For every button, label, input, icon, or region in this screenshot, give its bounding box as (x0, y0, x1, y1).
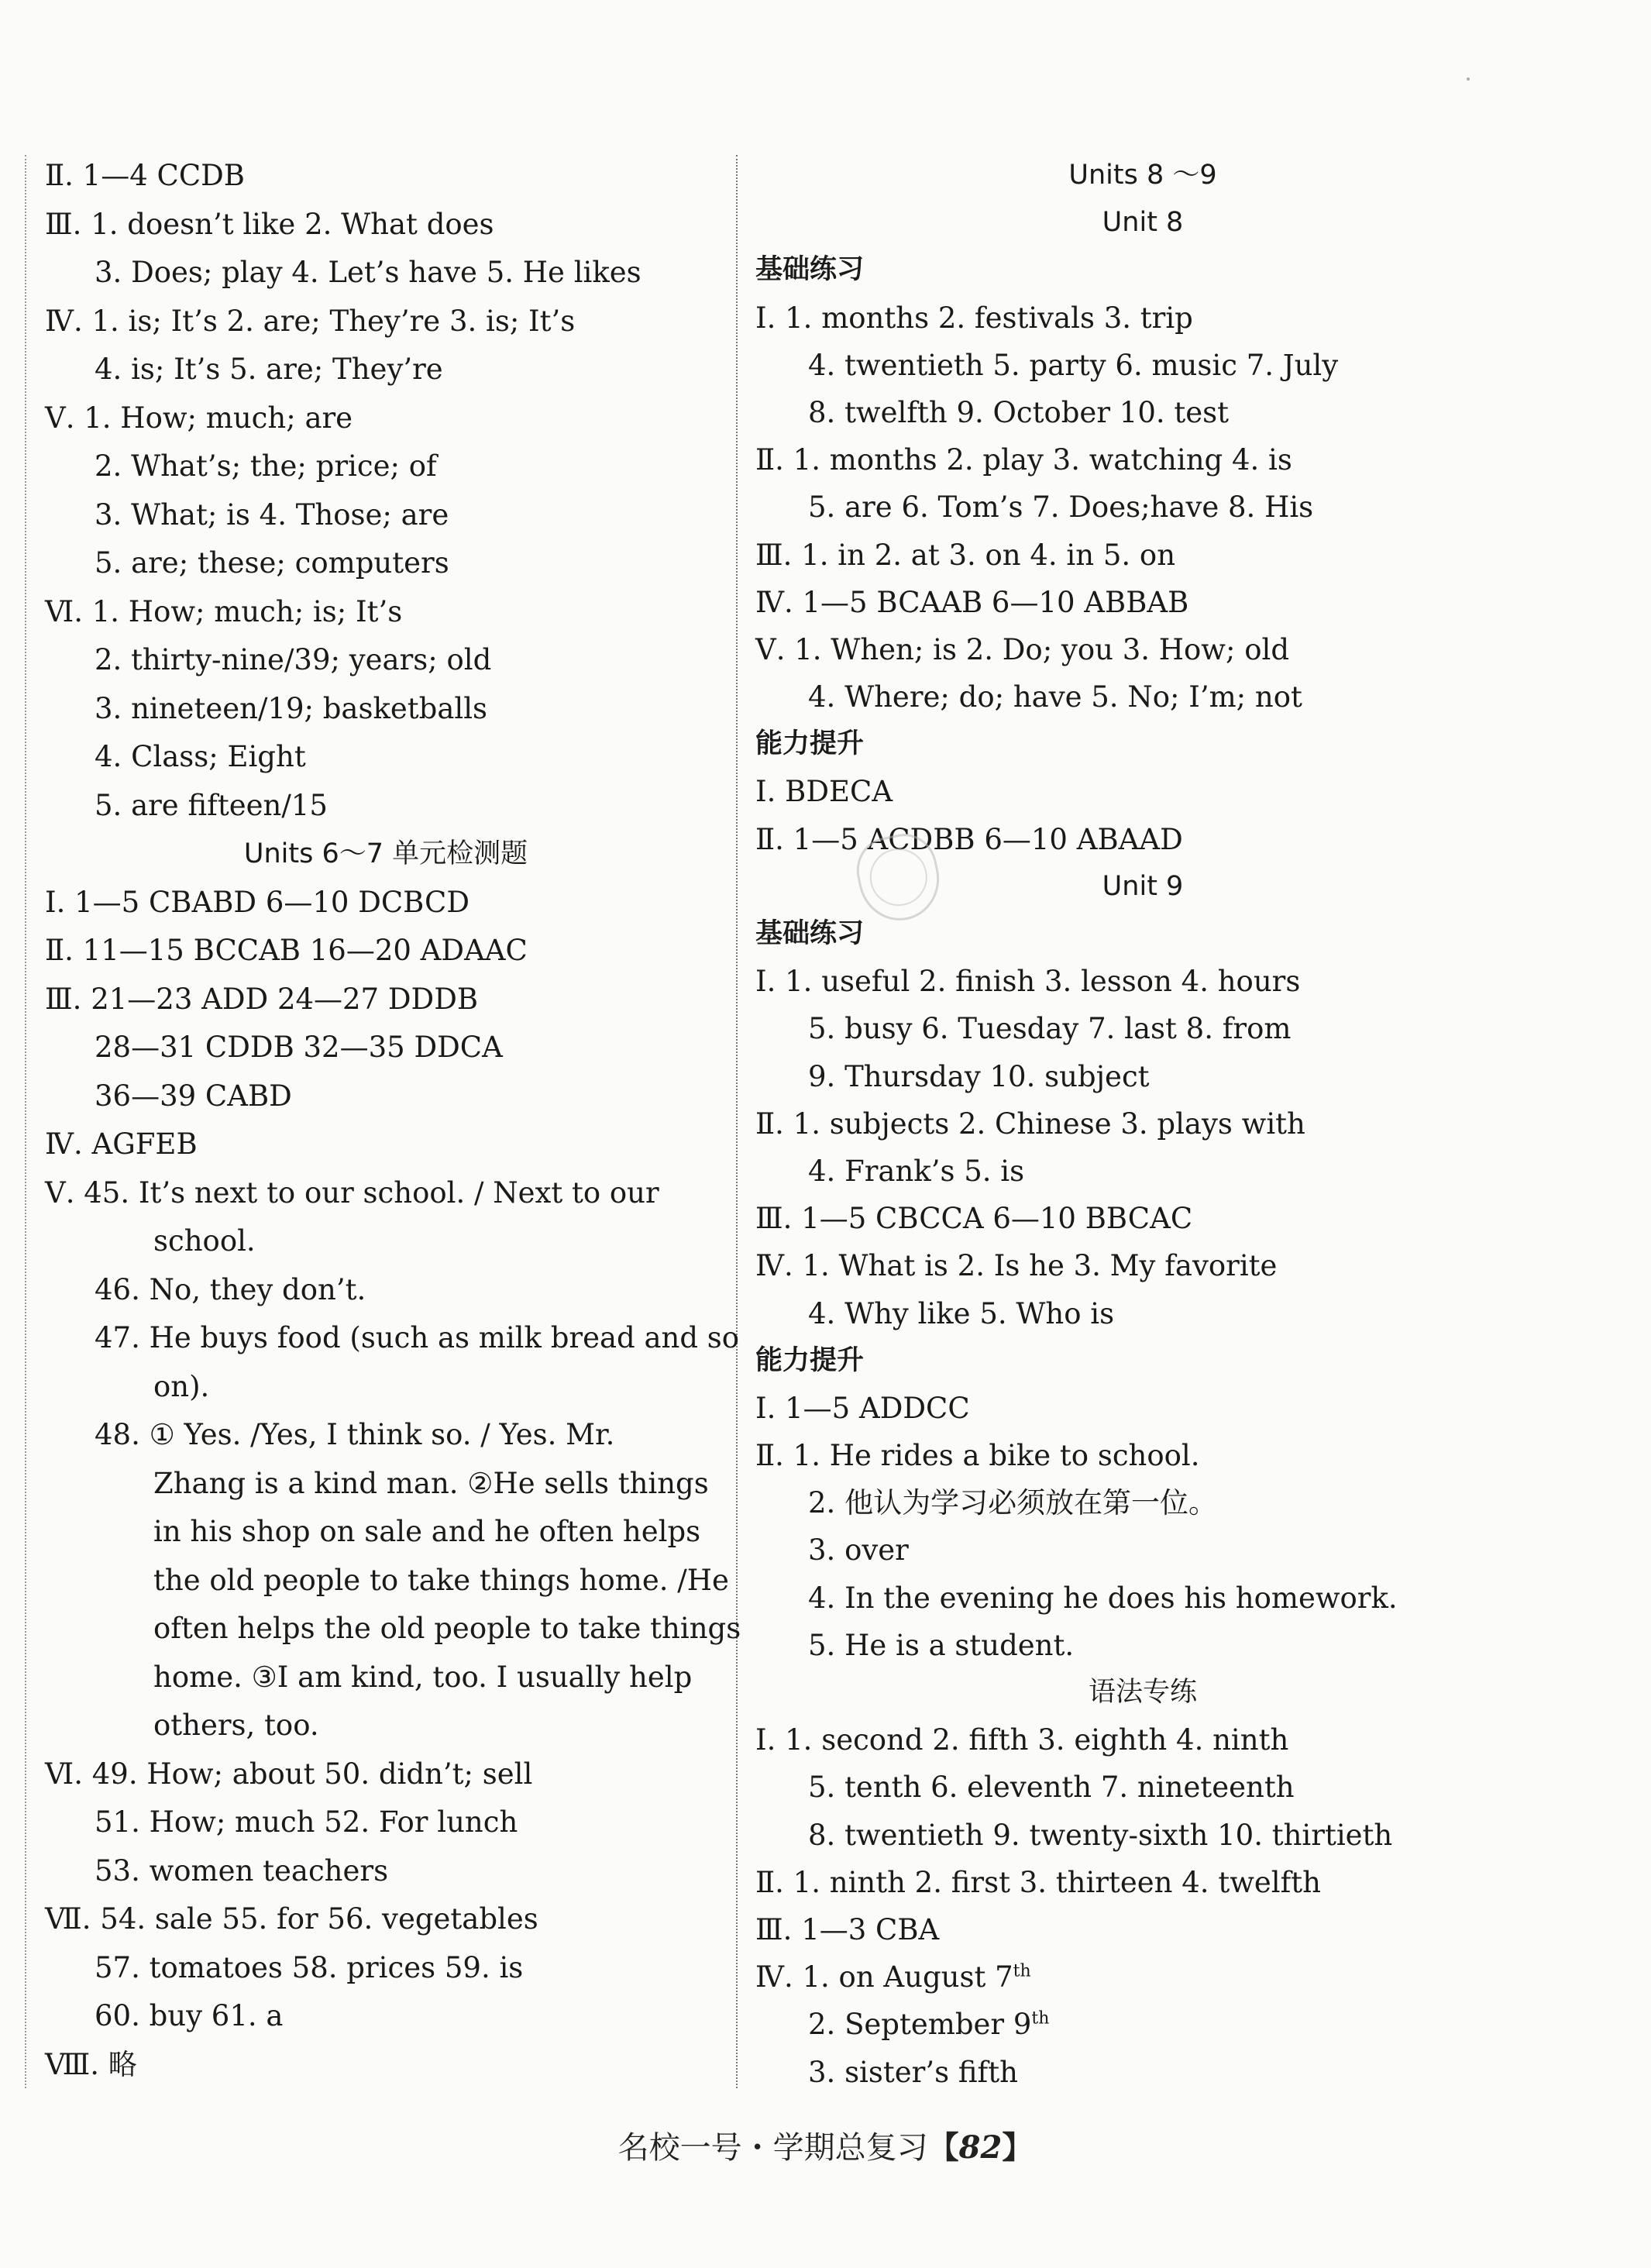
page-number: 82 (958, 2129, 1003, 2166)
line-text: 2. September 9 (808, 2008, 1032, 2042)
line-text: Ⅴ. 1. When; is 2. Do; you 3. How; old (755, 632, 1289, 666)
line-text: Ⅷ. 略 (45, 2047, 137, 2081)
left-answer-line (45, 1460, 727, 1509)
footer-bracket-close: 】 (1002, 2129, 1034, 2166)
line-text: 2. 他认为学习必须放在第一位。 (808, 1486, 1218, 1520)
left-answer-line (45, 298, 727, 346)
line-text: 5. tenth 6. eleventh 7. nineteenth (808, 1771, 1295, 1805)
left-answer-line (45, 539, 727, 588)
left-answer-line (45, 1895, 727, 1944)
right-answer-line (755, 436, 1530, 484)
line-text: Ⅱ. 1—4 CCDB (45, 159, 245, 192)
line-text: Ⅱ. 1. subjects 2. Chinese 3. plays with (755, 1106, 1305, 1141)
line-text: 5. busy 6. Tuesday 7. last 8. from (808, 1012, 1292, 1046)
right-answer-line (755, 1053, 1530, 1100)
left-answer-line (45, 976, 727, 1024)
left-answer-line (45, 1847, 727, 1896)
left-answer-line (45, 1363, 727, 1412)
right-answer-line (755, 1242, 1530, 1289)
right-section-title (755, 246, 1530, 294)
line-text: Ⅲ. 1—5 CBCCA 6—10 BBCAC (755, 1202, 1193, 1236)
left-answer-line (45, 733, 727, 782)
line-text: Ⅲ. 21—23 ADD 24—27 DDDB (45, 982, 479, 1016)
line-text: 4. twentieth 5. party 6. music 7. July (808, 348, 1339, 382)
right-answer-line (755, 673, 1530, 721)
right-answer-line (755, 1005, 1530, 1052)
right-answer-line (755, 2001, 1530, 2048)
left-answer-line (45, 1169, 727, 1218)
left-answer-line (45, 491, 727, 540)
right-answer-line (755, 1906, 1530, 1953)
line-text: Zhang is a kind man. ②He sells things (153, 1466, 709, 1500)
line-text: 60. buy 61. a (95, 1999, 284, 2032)
right-answer-line (755, 1432, 1530, 1479)
right-answer-line (755, 1716, 1530, 1764)
line-text: others, too. (153, 1709, 319, 1742)
left-answer-line (45, 1024, 727, 1072)
left-answer-line (45, 1557, 727, 1605)
faint-stamp-ring (865, 843, 933, 911)
right-answer-line (755, 958, 1530, 1005)
left-answer-line (45, 1605, 741, 1654)
right-answer-line (755, 1195, 1530, 1242)
ordinal-suffix: th (1013, 1961, 1031, 1981)
line-text: 46. No, they don’t. (95, 1272, 366, 1306)
line-text: Unit 8 (1102, 207, 1184, 239)
line-text: 基础练习 (755, 918, 865, 949)
left-margin-rule (25, 155, 26, 2088)
line-text: 3. over (808, 1533, 909, 1568)
right-heading (755, 199, 1530, 246)
left-answer-line (45, 394, 727, 443)
left-answer-line (45, 1266, 727, 1315)
line-text: 36—39 CABD (95, 1079, 292, 1113)
left-answer-line (45, 1944, 727, 1993)
line-text: 3. Does; play 4. Let’s have 5. He likes (95, 256, 641, 289)
left-answer-line (45, 1508, 727, 1557)
right-answer-line (755, 1575, 1530, 1622)
left-answer-line (45, 1654, 727, 1702)
line-text: Ⅳ. 1—5 BCAAB 6—10 ABBAB (755, 585, 1189, 619)
right-answer-line (755, 389, 1530, 436)
left-answer-line (45, 782, 727, 831)
right-answer-line (755, 2049, 1530, 2096)
left-answer-line (45, 1411, 727, 1460)
left-heading (45, 830, 727, 879)
line-text: school. (153, 1224, 256, 1258)
line-text: Unit 9 (1102, 870, 1184, 902)
right-answer-line (755, 579, 1530, 626)
line-text: 8. twelfth 9. October 10. test (808, 395, 1230, 429)
left-answer-line (45, 442, 727, 491)
right-answer-line (755, 768, 1530, 815)
line-text: 基础练习 (755, 254, 865, 286)
left-answer-line (45, 636, 727, 685)
scan-speck (1467, 77, 1470, 81)
left-answer-line (45, 1992, 727, 2041)
line-text: Ⅱ. 1. He rides a bike to school. (755, 1439, 1200, 1473)
line-text: Ⅲ. 1. doesn’t like 2. What does (45, 207, 494, 241)
right-section-title (755, 910, 1530, 958)
right-answer-line (755, 1148, 1530, 1195)
line-text: 8. twentieth 9. twenty-sixth 10. thirtieth (808, 1818, 1393, 1852)
right-section-title (755, 721, 1530, 768)
line-text: Units 8 ～9 (1068, 160, 1217, 191)
line-text: Ⅰ. 1. second 2. fifth 3. eighth 4. ninth (755, 1723, 1289, 1757)
left-column (45, 152, 741, 2089)
line-text: 48. ① Yes. /Yes, I think so. / Yes. Mr. (95, 1418, 615, 1451)
line-text: Ⅲ. 1. in 2. at 3. on 4. in 5. on (755, 538, 1176, 572)
line-text: Ⅰ. 1. useful 2. finish 3. lesson 4. hours (755, 965, 1301, 999)
page-footer (0, 2123, 1651, 2167)
right-heading (755, 1669, 1530, 1716)
line-text: Ⅳ. 1. What is 2. Is he 3. My favorite (755, 1249, 1278, 1283)
right-answer-line (755, 1953, 1530, 2001)
right-column (755, 152, 1530, 2096)
right-answer-line (755, 1622, 1530, 1669)
line-text: 5. are fifteen/15 (95, 788, 328, 822)
right-heading (755, 152, 1530, 199)
line-text: 3. nineteen/19; basketballs (95, 691, 488, 725)
left-answer-line (45, 879, 727, 928)
right-answer-line (755, 342, 1530, 389)
right-answer-line (755, 1526, 1530, 1574)
line-text: 3. sister’s fifth (808, 2055, 1018, 2089)
line-text: Ⅱ. 1—5 ACDBB 6—10 ABAAD (755, 822, 1183, 856)
line-text: 4. Where; do; have 5. No; I’m; not (808, 680, 1302, 714)
line-text: Ⅳ. 1. on August 7 (755, 1960, 1013, 1994)
footer-title: 名校一号・学期总复习 (617, 2130, 928, 2166)
line-text: Ⅳ. AGFEB (45, 1127, 198, 1161)
ordinal-suffix: th (1031, 2008, 1050, 2029)
line-text: 3. What; is 4. Those; are (95, 497, 449, 532)
right-answer-line (755, 1479, 1530, 1526)
left-answer-line (45, 1072, 727, 1121)
line-text: 5. He is a student. (808, 1628, 1075, 1662)
left-answer-line (45, 152, 727, 201)
line-text: Ⅰ. 1. months 2. festivals 3. trip (755, 301, 1193, 335)
line-text: Units 6～7 单元检测题 (243, 838, 528, 869)
left-answer-line (45, 201, 727, 250)
column-divider (736, 155, 738, 2088)
line-text: 9. Thursday 10. subject (808, 1059, 1150, 1093)
left-answer-line (45, 1750, 727, 1799)
line-text: Ⅴ. 1. How; much; are (45, 401, 353, 435)
right-section-title (755, 1337, 1530, 1385)
left-answer-line (45, 685, 727, 734)
left-answer-line (45, 1798, 727, 1847)
footer-bracket-open: 【 (927, 2129, 959, 2166)
line-text: 57. tomatoes 58. prices 59. is (95, 1950, 524, 1984)
left-answer-line (45, 2041, 727, 2090)
line-text: Ⅵ. 1. How; much; is; It’s (45, 594, 403, 628)
line-text: 5. are; these; computers (95, 546, 449, 580)
left-answer-line (45, 346, 727, 394)
line-text: 2. thirty-nine/39; years; old (95, 643, 492, 676)
line-text: Ⅶ. 54. sale 55. for 56. vegetables (45, 1902, 538, 1936)
line-text: 4. Class; Eight (95, 740, 306, 773)
line-text: 2. What’s; the; price; of (95, 449, 437, 483)
left-answer-line (45, 1217, 727, 1266)
line-text: 4. Frank’s 5. is (808, 1154, 1025, 1188)
line-text: Ⅱ. 1. ninth 2. first 3. thirteen 4. twelfth (755, 1865, 1321, 1899)
line-text: 4. Why like 5. Who is (808, 1296, 1115, 1330)
line-text: 4. In the evening he does his homework. (808, 1581, 1398, 1615)
right-answer-line (755, 532, 1530, 579)
line-text: 28—31 CDDB 32—35 DDCA (95, 1031, 503, 1064)
line-text: 5. are 6. Tom’s 7. Does;have 8. His (808, 490, 1314, 525)
left-answer-line (45, 249, 727, 298)
line-text: Ⅲ. 1—3 CBA (755, 1912, 940, 1946)
line-text: 语法专练 (1088, 1677, 1197, 1708)
line-text: 能力提升 (755, 728, 865, 760)
right-answer-line (755, 1812, 1530, 1859)
right-answer-line (755, 484, 1530, 531)
line-text: on). (153, 1369, 210, 1403)
right-answer-line (755, 1100, 1530, 1148)
left-answer-line (45, 1314, 740, 1363)
left-answer-line (45, 1120, 727, 1169)
right-answer-line (755, 1764, 1530, 1811)
line-text: the old people to take things home. /He (153, 1563, 729, 1597)
line-text: 4. is; It’s 5. are; They’re (95, 353, 443, 386)
line-text: Ⅱ. 11—15 BCCAB 16—20 ADAAC (45, 934, 528, 967)
line-text: Ⅰ. 1—5 ADDCC (755, 1391, 970, 1425)
line-text: often helps the old people to take things (153, 1612, 741, 1645)
right-answer-line (755, 294, 1530, 342)
right-answer-line (755, 626, 1530, 673)
line-text: home. ③I am kind, too. I usually help (153, 1660, 693, 1694)
line-text: 53. women teachers (95, 1853, 389, 1888)
right-answer-line (755, 1859, 1530, 1906)
line-text: Ⅰ. BDECA (755, 775, 893, 809)
line-text: Ⅱ. 1. months 2. play 3. watching 4. is (755, 443, 1292, 477)
line-text: Ⅳ. 1. is; It’s 2. are; They’re 3. is; It’s (45, 304, 576, 338)
right-answer-line (755, 1385, 1530, 1432)
line-text: in his shop on sale and he often helps (153, 1515, 701, 1548)
line-text: 51. How; much 52. For lunch (95, 1805, 518, 1839)
left-answer-line (45, 1702, 727, 1750)
line-text: Ⅵ. 49. How; about 50. didn’t; sell (45, 1757, 533, 1791)
line-text: 47. He buys food (such as milk bread and so (95, 1321, 740, 1354)
line-text: Ⅴ. 45. It’s next to our school. / Next to our (45, 1175, 659, 1210)
left-answer-line (45, 588, 727, 637)
line-text: Ⅰ. 1—5 CBABD 6—10 DCBCD (45, 885, 470, 919)
line-text: 能力提升 (755, 1344, 865, 1376)
left-answer-line (45, 927, 727, 976)
right-answer-line (755, 1290, 1530, 1337)
